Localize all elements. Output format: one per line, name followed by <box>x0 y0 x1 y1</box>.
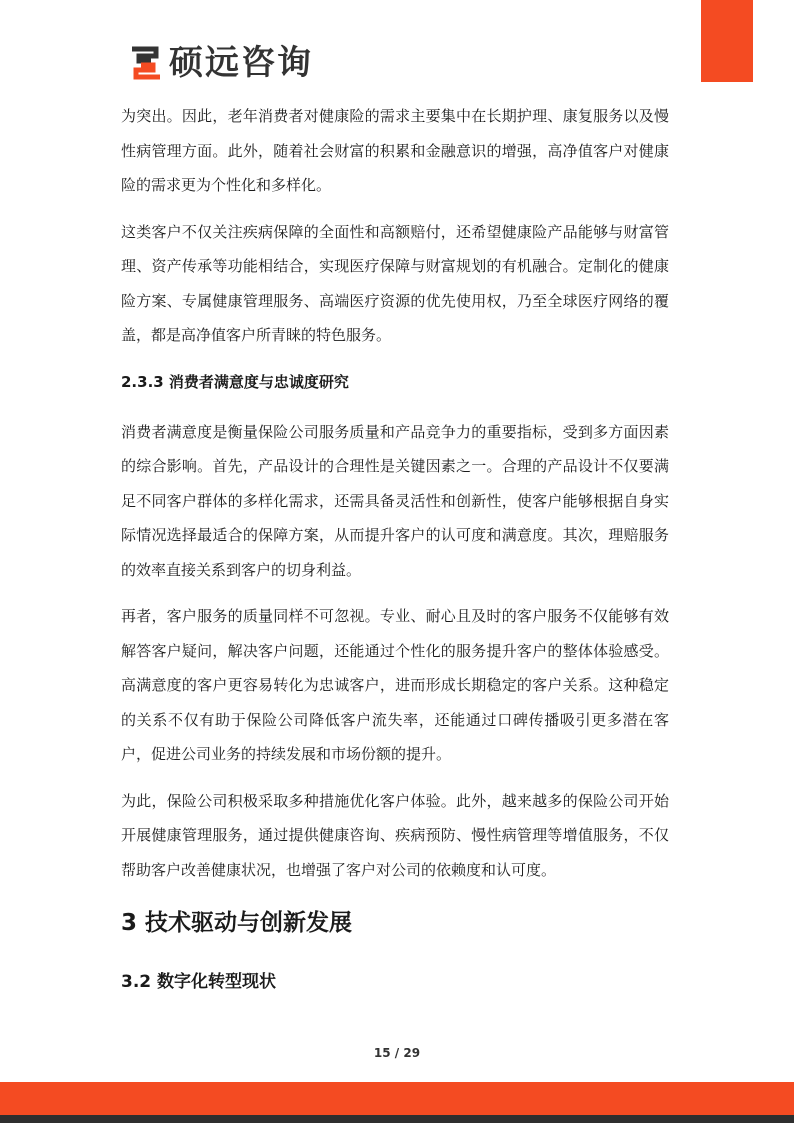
paragraph: 为此，保险公司积极采取多种措施优化客户体验。此外，越来越多的保险公司开始开展健康管理服务，通过提供健康咨询、疾病预防、慢性病管理等增值服务，不仅帮助客户改善健康状况，也增强了客户对公司的依赖度和认可度。 <box>121 791 669 879</box>
page-number: 15 / 29 <box>373 1046 421 1060</box>
chapter-heading-3: 3 技术驱动与创新发展 <box>121 910 353 936</box>
page-content <box>121 99 669 999</box>
section-heading-3-2: 3.2 数字化转型现状 <box>121 972 277 992</box>
section-heading-2-3-3: 2.3.3 消费者满意度与忠诚度研究 <box>121 372 349 391</box>
paragraph: 为突出。因此，老年消费者对健康险的需求主要集中在长期护理、康复服务以及慢性病管理方面。此外，随着社会财富的积累和金融意识的增强，高净值客户对健康险的需求更为个性化和多样化。 <box>121 107 669 194</box>
corner-accent-block <box>701 0 753 82</box>
paragraph: 这类客户不仅关注疾病保障的全面性和高额赔付，还希望健康险产品能够与财富管理、资产传承等功能相结合，实现医疗保障与财富规划的有机融合。定制化的健康险方案、专属健康管理服务、高端医疗资源的优先使用权，乃至全球医疗网络的覆盖，都是高净值客户所青睐的特色服务。 <box>121 222 669 344</box>
footer-band <box>0 1082 794 1115</box>
company-logo <box>129 43 313 83</box>
logo-mark-icon <box>129 46 163 80</box>
paragraph: 再者，客户服务的质量同样不可忽视。专业、耐心且及时的客户服务不仅能够有效解答客户疑问，解决客户问题，还能通过个性化的服务提升客户的整体体验感受。高满意度的客户更容易转化为忠诚客户，进而形成长期稳定的客户关系。这种稳定的关系不仅有助于保险公司降低客户流失率，还能通过口碑传播吸引更多潜在客户，促进公司业务的持续发展和市场份额的提升。 <box>121 607 669 763</box>
paragraph: 消费者满意度是衡量保险公司服务质量和产品竞争力的重要指标，受到多方面因素的综合影响。首先，产品设计的合理性是关键因素之一。合理的产品设计不仅要满足不同客户群体的多样化需求，还需具备灵活性和创新性，使客户能够根据自身实际情况选择最适合的保障方案，从而提升客户的认可度和满意度。其次，理赔服务的效率直接关系到客户的切身利益。 <box>121 422 669 579</box>
logo-text: 硕远咨询 <box>169 43 313 83</box>
footer-strip <box>0 1115 794 1123</box>
